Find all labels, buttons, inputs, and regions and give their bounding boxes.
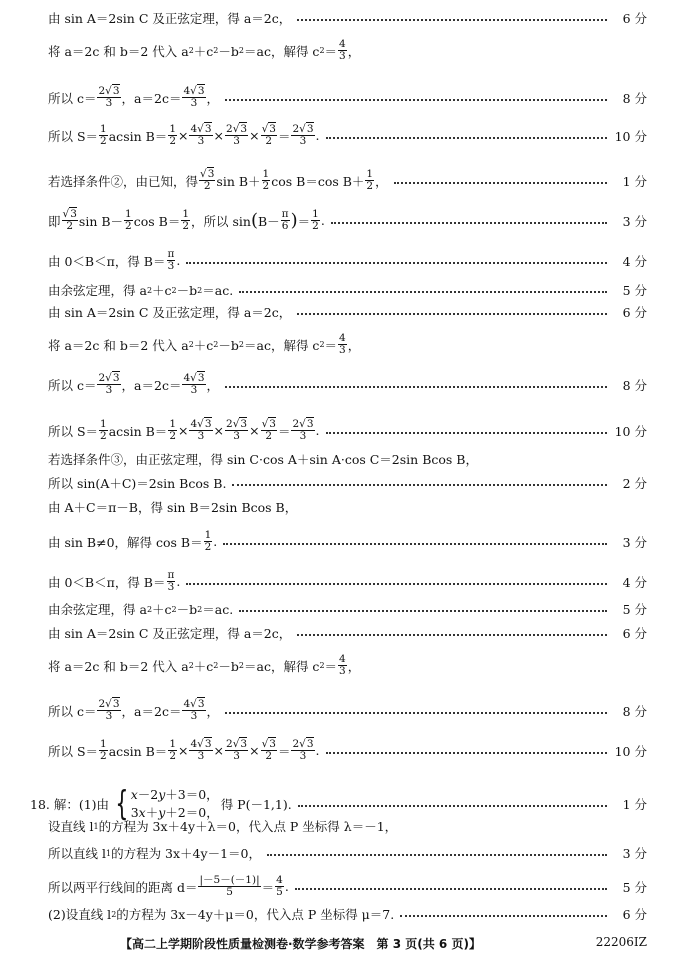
score-mark: 4 分 xyxy=(622,253,647,269)
answer-line xyxy=(48,209,647,232)
score-mark: 5 分 xyxy=(622,283,647,298)
answer-line xyxy=(48,905,647,923)
dot-leader xyxy=(225,386,607,388)
dot-leader xyxy=(326,432,607,434)
footer-code: 22206IZ xyxy=(595,935,647,949)
score-mark: 3 分 xyxy=(622,213,647,229)
score-mark: 2 分 xyxy=(622,476,647,491)
answer-line xyxy=(48,739,647,762)
dot-leader xyxy=(225,99,607,101)
answer-line xyxy=(48,450,647,468)
score-mark: 8 分 xyxy=(622,377,647,393)
score-mark: 6 分 xyxy=(622,11,647,26)
score-mark: 6 分 xyxy=(622,907,647,922)
answer-text: 由余弦定理，得 a 2 ＋c 2 －b 2 ＝ac. xyxy=(48,602,234,617)
answer-text: 由 0＜B＜π，得 B＝ $\frac{\pi}{3}$ . xyxy=(48,248,181,273)
score-mark: 5 分 xyxy=(622,602,647,617)
answer-line xyxy=(48,373,647,396)
answer-line xyxy=(48,124,647,147)
answer-line xyxy=(48,419,647,442)
answer-text: 所以直线 l 1 的方程为 3x＋4y－1＝0， xyxy=(48,846,261,861)
answer-line xyxy=(48,844,647,862)
answer-text: 所以 c＝ $\frac{2√3}{3}$ ，a＝2c＝ $\frac{4√3}{3}$ ， xyxy=(48,85,220,110)
dot-leader xyxy=(331,222,607,224)
answer-line xyxy=(48,600,647,618)
answer-text: 即 $\frac{√3}{2}$ sin B－ $\frac{1}{2}$ cos B＝ $\frac{1}{2}$ ，所以 sin ( B－ $\frac{\pi}{6}$ ) ＝ $\frac{1}{2}$ . xyxy=(48,208,325,233)
answer-text: 所以 c＝ $\frac{2√3}{3}$ ，a＝2c＝ $\frac{4√3}{3}$ ， xyxy=(48,698,220,723)
answer-text: (2)设直线 l 2 的方程为 3x－4y＋μ＝0，代入点 P 坐标得 μ＝7. xyxy=(48,907,395,922)
answer-line xyxy=(48,875,647,898)
dot-leader xyxy=(186,583,607,585)
answer-text: 由 0＜B＜π，得 B＝ $\frac{\pi}{3}$ . xyxy=(48,569,181,594)
dot-leader xyxy=(186,262,607,264)
answer-text: 由 sin A＝2sin C 及正弦定理，得 a＝2c， xyxy=(48,626,292,641)
answer-text: 所以 S＝ $\frac{1}{2}$ acsin B＝ $\frac{1}{2}$ × $\frac{4√3}{3}$ × $\frac{2√3}{3}$ × $\frac{√3}{2}$ ＝ $\frac{2√3}{3}$ . xyxy=(48,738,320,763)
answer-text: 所以 sin(A＋C)＝2sin Bcos B. xyxy=(48,476,227,491)
dot-leader xyxy=(298,805,607,807)
answer-line xyxy=(48,699,647,722)
answer-text: 所以 S＝ $\frac{1}{2}$ acsin B＝ $\frac{1}{2}$ × $\frac{4√3}{3}$ × $\frac{2√3}{3}$ × $\frac{√3}{2}$ ＝ $\frac{2√3}{3}$ . xyxy=(48,418,320,443)
dot-leader xyxy=(223,543,607,545)
dot-leader xyxy=(297,313,607,315)
footer-title: 【高二上学期阶段性质量检测卷·数学参考答案 第 3 页(共 6 页)】 xyxy=(120,937,481,951)
score-mark: 6 分 xyxy=(622,305,647,320)
answer-line xyxy=(48,281,647,299)
answer-line xyxy=(48,570,647,593)
dot-leader xyxy=(232,484,607,486)
answer-line xyxy=(48,86,647,109)
score-mark: 1 分 xyxy=(622,173,647,189)
answer-text: 若选择条件③，由正弦定理，得 sin C·cos A＋sin A·cos C＝2sin Bcos B， xyxy=(48,452,478,467)
answer-line xyxy=(48,9,647,27)
score-mark: 10 分 xyxy=(614,423,647,439)
dot-leader xyxy=(239,610,607,612)
answer-text: 由 sin B≠0，解得 cos B＝ $\frac{1}{2}$ . xyxy=(48,529,218,554)
answer-text: 18. 解：(1)由 { x－2y＋3＝0， 3x＋y＋2＝0， 得 P(－1,1). xyxy=(30,784,292,825)
answer-line xyxy=(48,654,647,677)
answer-text: 所以两平行线间的距离 d＝ $\frac{|-5-(-1)|}{5}$ ＝ $\frac{4}{5}$ . xyxy=(48,874,289,899)
answer-line xyxy=(48,474,647,492)
score-mark: 10 分 xyxy=(614,128,647,144)
dot-leader xyxy=(326,137,607,139)
answer-text: 所以 c＝ $\frac{2√3}{3}$ ，a＝2c＝ $\frac{4√3}{3}$ ， xyxy=(48,372,220,397)
answer-line xyxy=(48,333,647,356)
answer-text: 将 a＝2c 和 b＝2 代入 a 2 ＋c 2 －b 2 ＝ac，解得 c 2 ＝ $\frac{4}{3}$ ， xyxy=(48,332,361,357)
score-mark: 5 分 xyxy=(622,879,647,895)
answer-line xyxy=(48,817,647,835)
answer-line xyxy=(48,624,647,642)
answer-line xyxy=(48,169,647,192)
answer-text: 由 sin A＝2sin C 及正弦定理，得 a＝2c， xyxy=(48,305,292,320)
answer-text: 由 sin A＝2sin C 及正弦定理，得 a＝2c， xyxy=(48,11,292,26)
score-mark: 8 分 xyxy=(622,703,647,719)
score-mark: 8 分 xyxy=(622,90,647,106)
answer-text: 若选择条件②，由已知，得 $\frac{√3}{2}$ sin B＋ $\frac{1}{2}$ cos B＝cos B＋ $\frac{1}{2}$ ， xyxy=(48,168,388,193)
dot-leader xyxy=(267,854,607,856)
dot-leader xyxy=(326,752,607,754)
score-mark: 6 分 xyxy=(622,626,647,641)
dot-leader xyxy=(239,291,607,293)
dot-leader xyxy=(394,182,607,184)
score-mark: 3 分 xyxy=(622,534,647,550)
answer-line xyxy=(48,303,647,321)
dot-leader xyxy=(295,888,607,890)
answer-text: 所以 S＝ $\frac{1}{2}$ acsin B＝ $\frac{1}{2}$ × $\frac{4√3}{3}$ × $\frac{2√3}{3}$ × $\frac{√3}{2}$ ＝ $\frac{2√3}{3}$ . xyxy=(48,123,320,148)
answer-text: 由 A＋C＝π－B，得 sin B＝2sin Bcos B， xyxy=(48,500,298,515)
dot-leader xyxy=(297,634,607,636)
answer-line xyxy=(48,249,647,272)
dot-leader xyxy=(400,915,607,917)
dot-leader xyxy=(225,712,607,714)
dot-leader xyxy=(297,19,607,21)
score-mark: 4 分 xyxy=(622,574,647,590)
score-mark: 1 分 xyxy=(622,797,647,813)
answer-line xyxy=(48,498,647,516)
score-mark: 10 分 xyxy=(614,743,647,759)
answer-text: 将 a＝2c 和 b＝2 代入 a 2 ＋c 2 －b 2 ＝ac，解得 c 2 ＝ $\frac{4}{3}$ ， xyxy=(48,653,361,678)
answer-text: 由余弦定理，得 a 2 ＋c 2 －b 2 ＝ac. xyxy=(48,283,234,298)
answer-text: 设直线 l 1 的方程为 3x＋4y＋λ＝0，代入点 P 坐标得 λ＝－1， xyxy=(48,819,398,834)
answer-line xyxy=(48,530,647,553)
answer-line xyxy=(48,39,647,62)
score-mark: 3 分 xyxy=(622,846,647,861)
answer-text: 将 a＝2c 和 b＝2 代入 a 2 ＋c 2 －b 2 ＝ac，解得 c 2 ＝ $\frac{4}{3}$ ， xyxy=(48,38,361,63)
